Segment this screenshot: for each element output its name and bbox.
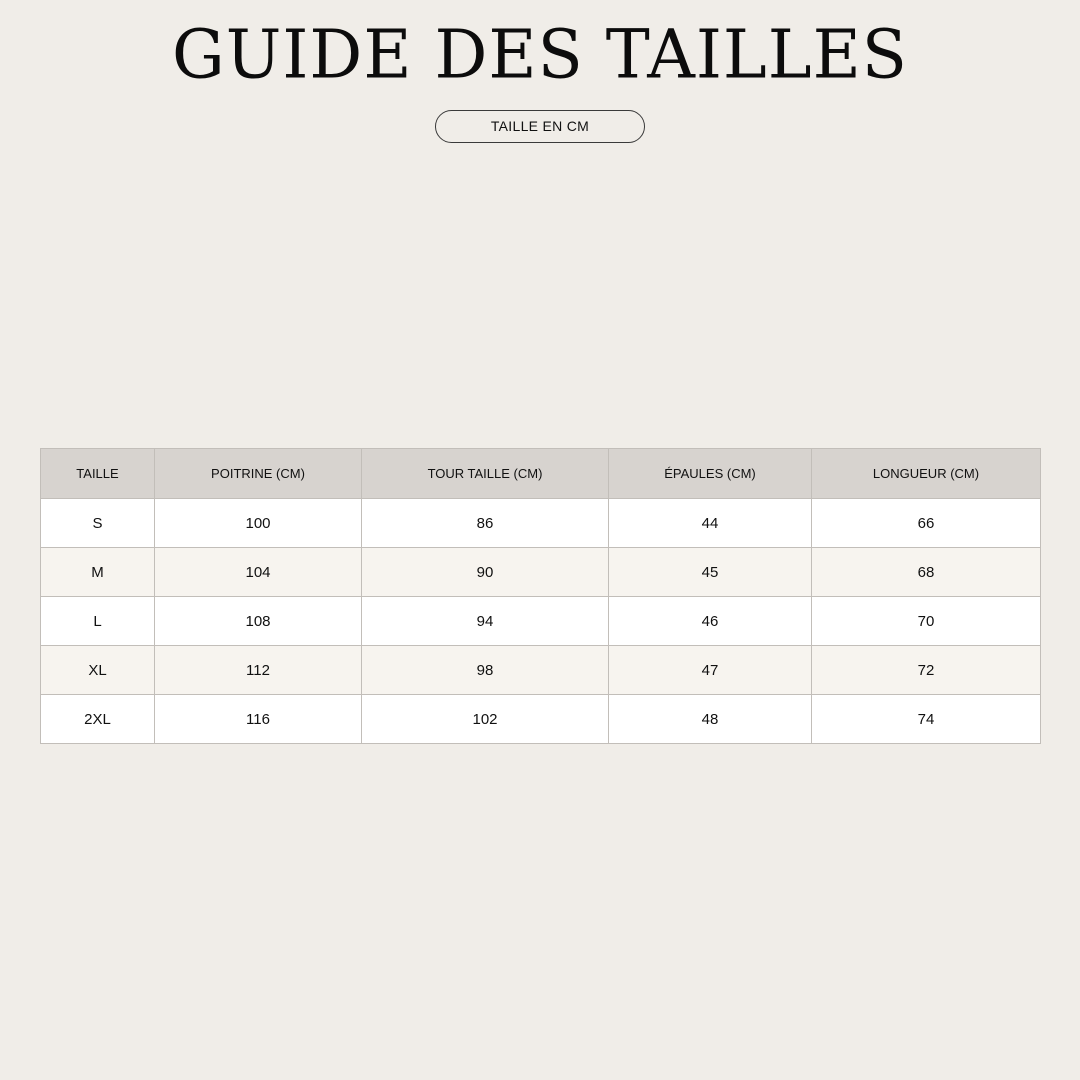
table-cell-epaules: 44 [609, 499, 812, 548]
table-cell-longueur: 72 [812, 646, 1041, 695]
table-cell-poitrine: 108 [155, 597, 362, 646]
table-cell-poitrine: 112 [155, 646, 362, 695]
table-cell-tour-taille: 90 [362, 548, 609, 597]
page-title: GUIDE DES TAILLES [172, 15, 908, 94]
size-chart-table [40, 448, 1041, 744]
table-cell-size: S [41, 499, 155, 548]
column-header-taille: TAILLE [41, 449, 155, 499]
table-cell-longueur: 70 [812, 597, 1041, 646]
table-cell-epaules: 45 [609, 548, 812, 597]
table-cell-tour-taille: 86 [362, 499, 609, 548]
unit-badge: TAILLE EN CM [435, 110, 645, 143]
table-cell-size: 2XL [41, 695, 155, 744]
table-row [41, 499, 1041, 548]
table-row [41, 548, 1041, 597]
table-cell-tour-taille: 102 [362, 695, 609, 744]
table-cell-epaules: 48 [609, 695, 812, 744]
table-cell-epaules: 46 [609, 597, 812, 646]
table-cell-size: L [41, 597, 155, 646]
table-row [41, 646, 1041, 695]
table-cell-size: M [41, 548, 155, 597]
table-cell-tour-taille: 98 [362, 646, 609, 695]
table-cell-tour-taille: 94 [362, 597, 609, 646]
table-cell-longueur: 68 [812, 548, 1041, 597]
table-cell-poitrine: 104 [155, 548, 362, 597]
table-cell-size: XL [41, 646, 155, 695]
column-header-poitrine: POITRINE (CM) [155, 449, 362, 499]
table-row [41, 695, 1041, 744]
column-header-longueur: LONGUEUR (CM) [812, 449, 1041, 499]
table-header-row [41, 449, 1041, 499]
table-cell-poitrine: 100 [155, 499, 362, 548]
column-header-epaules: ÉPAULES (CM) [609, 449, 812, 499]
table-cell-epaules: 47 [609, 646, 812, 695]
table-cell-longueur: 74 [812, 695, 1041, 744]
column-header-tour-taille: TOUR TAILLE (CM) [362, 449, 609, 499]
table-row [41, 597, 1041, 646]
table-cell-poitrine: 116 [155, 695, 362, 744]
table-cell-longueur: 66 [812, 499, 1041, 548]
